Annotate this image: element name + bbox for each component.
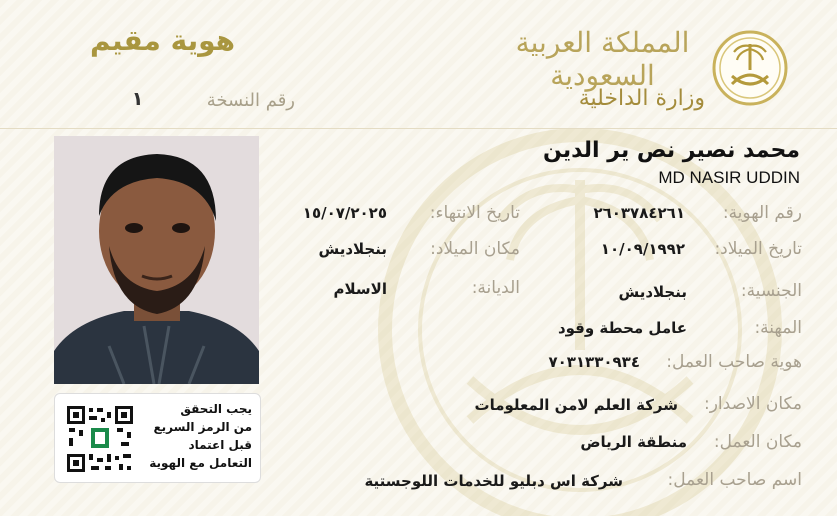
work-place-value: منطقة الرياض [580, 433, 687, 451]
employer-name-value: شركة اس دبليو للخدمات اللوجستية [364, 472, 623, 490]
id-number-label: رقم الهوية: [722, 203, 802, 223]
qr-notice-text [140, 400, 252, 472]
profession-value: عامل محطة وقود [557, 319, 687, 337]
employer-id-value: ٧٠٣١٣٣٠٩٣٤ [548, 353, 640, 371]
nationality-value: بنجلاديش [618, 283, 687, 301]
birth-place-label: مكان الميلاد: [430, 239, 520, 259]
profession-label: المهنة: [754, 318, 802, 338]
qr-code-icon[interactable] [65, 404, 135, 474]
holder-photo [54, 136, 259, 384]
saudi-emblem-icon [712, 30, 788, 106]
holder-name-arabic: محمد نصير نص ير الدين [543, 138, 800, 163]
expiry-date-value: ١٥/٠٧/٢٠٢٥ [302, 204, 387, 222]
religion-value: الاسلام [333, 280, 387, 298]
nationality-label: الجنسية: [740, 281, 802, 301]
dob-value: ١٠/٠٩/١٩٩٢ [600, 240, 685, 258]
copy-number-value: ١ [131, 88, 144, 110]
religion-label: الديانة: [471, 278, 520, 298]
qr-notice-line-3: قبل اعتماد [188, 438, 252, 452]
qr-notice-line-4: التعامل مع الهوية [149, 456, 252, 470]
dob-label: تاريخ الميلاد: [714, 239, 802, 259]
expiry-date-label: تاريخ الانتهاء: [429, 203, 520, 223]
issue-place-value: شركة العلم لامن المعلومات [474, 396, 678, 414]
copy-number-label: رقم النسخة [206, 90, 295, 111]
header-divider [0, 128, 837, 129]
employer-id-label: هوية صاحب العمل: [666, 352, 802, 372]
issue-place-label: مكان الاصدار: [704, 394, 802, 414]
portrait-image [54, 136, 259, 384]
qr-verification-box [54, 393, 261, 483]
birth-place-value: بنجلاديش [318, 240, 387, 258]
document-title: هوية مقيم [90, 24, 236, 57]
employer-name-label: اسم صاحب العمل: [667, 470, 802, 490]
kingdom-title: المملكة العربية السعودية [515, 26, 690, 92]
work-place-label: مكان العمل: [713, 432, 802, 452]
qr-notice-line-2: من الرمز السريع [153, 420, 252, 434]
id-number-value: ٢٦٠٣٧٨٤٢٦١ [593, 204, 685, 222]
qr-notice-line-1: يجب التحقق [180, 402, 252, 416]
ministry-name: وزارة الداخلية [578, 86, 705, 111]
holder-name-english: MD NASIR UDDIN [658, 168, 800, 187]
